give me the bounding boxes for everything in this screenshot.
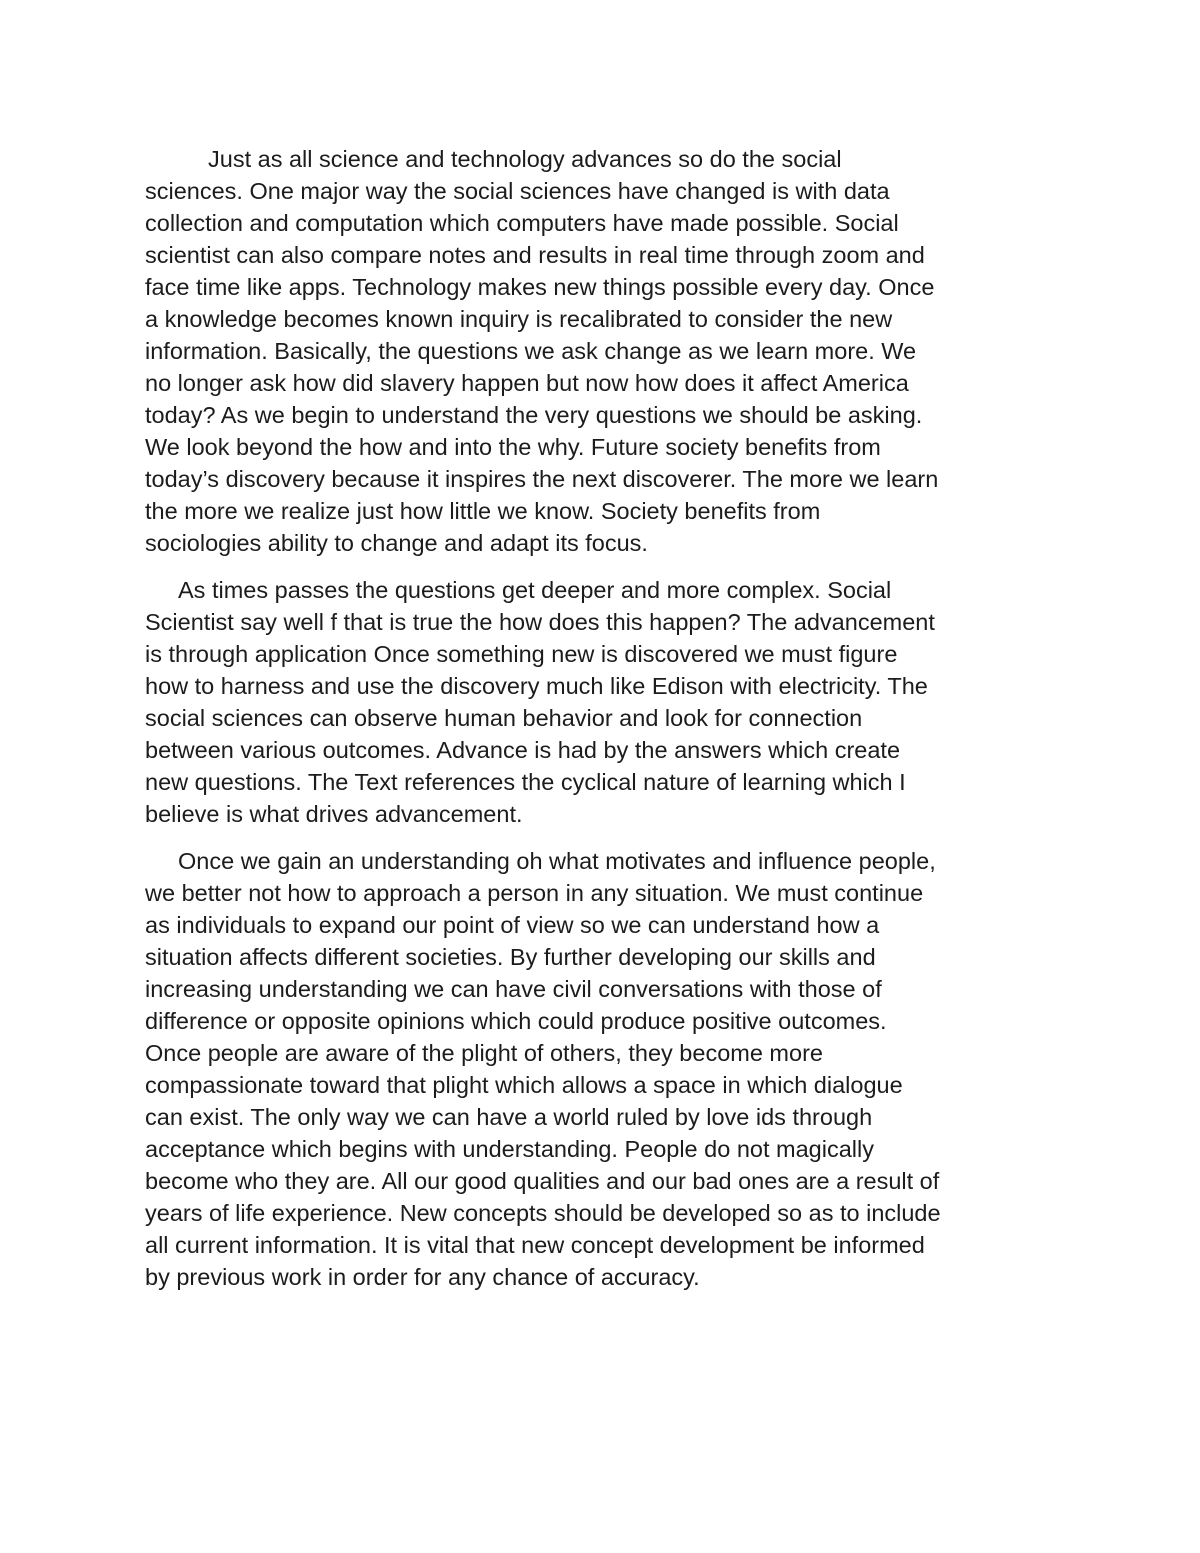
paragraph-line: Once we gain an understanding oh what motivates and influence people, (178, 848, 936, 874)
paragraph-line: scientist can also compare notes and results in real time through zoom and (145, 242, 925, 268)
paragraph-line: social sciences can observe human behavior and look for connection (145, 705, 863, 731)
paragraph-line: information. Basically, the questions we ask change as we learn more. We (145, 338, 917, 364)
paragraph-line: today? As we begin to understand the very questions we should be asking. (145, 402, 923, 428)
paragraph-line: face time like apps. Technology makes new things possible every day. Once (145, 274, 935, 300)
paragraph-line: As times passes the questions get deeper and more complex. Social (178, 577, 892, 603)
paragraph-line: a knowledge becomes known inquiry is recalibrated to consider the new (145, 306, 893, 332)
paragraph-line: We look beyond the how and into the why. Future society benefits from (145, 434, 881, 460)
paragraph-line: Scientist say well f that is true the how does this happen? The advancement (145, 609, 935, 635)
paragraph-line: become who they are. All our good qualities and our bad ones are a result of (145, 1168, 940, 1194)
document-body (145, 143, 1060, 1293)
paragraph-line: all current information. It is vital that new concept development be informed (145, 1232, 925, 1258)
paragraph-line: collection and computation which computers have made possible. Social (145, 210, 899, 236)
paragraph-line: sciences. One major way the social sciences have changed is with data (145, 178, 890, 204)
paragraph-3 (145, 845, 1060, 1293)
paragraph-line: the more we realize just how little we know. Society benefits from (145, 498, 821, 524)
paragraph-line: increasing understanding we can have civil conversations with those of (145, 976, 882, 1002)
paragraph-line: situation affects different societies. By further developing our skills and (145, 944, 876, 970)
paragraph-line: as individuals to expand our point of view so we can understand how a (145, 912, 880, 938)
paragraph-line: compassionate toward that plight which allows a space in which dialogue (145, 1072, 903, 1098)
paragraph-line: new questions. The Text references the cyclical nature of learning which I (145, 769, 906, 795)
paragraph-line: difference or opposite opinions which could produce positive outcomes. (145, 1008, 887, 1034)
paragraph-line: today’s discovery because it inspires the next discoverer. The more we learn (145, 466, 939, 492)
paragraph-line: years of life experience. New concepts should be developed so as to include (145, 1200, 941, 1226)
paragraph-1 (145, 143, 1060, 559)
paragraph-line: by previous work in order for any chance of accuracy. (145, 1264, 700, 1290)
paragraph-line: acceptance which begins with understanding. People do not magically (145, 1136, 874, 1162)
paragraph-line: Just as all science and technology advances so do the social (208, 146, 842, 172)
paragraph-line: sociologies ability to change and adapt its focus. (145, 530, 648, 556)
paragraph-line: we better not how to approach a person in any situation. We must continue (145, 880, 924, 906)
paragraph-line: between various outcomes. Advance is had by the answers which create (145, 737, 901, 763)
paragraph-2 (145, 574, 1060, 830)
paragraph-line: is through application Once something new is discovered we must figure (145, 641, 898, 667)
paragraph-line: believe is what drives advancement. (145, 801, 523, 827)
paragraph-line: can exist. The only way we can have a world ruled by love ids through (145, 1104, 873, 1130)
paragraph-line: how to harness and use the discovery much like Edison with electricity. The (145, 673, 928, 699)
paragraph-line: no longer ask how did slavery happen but now how does it affect America (145, 370, 909, 396)
paragraph-line: Once people are aware of the plight of others, they become more (145, 1040, 823, 1066)
